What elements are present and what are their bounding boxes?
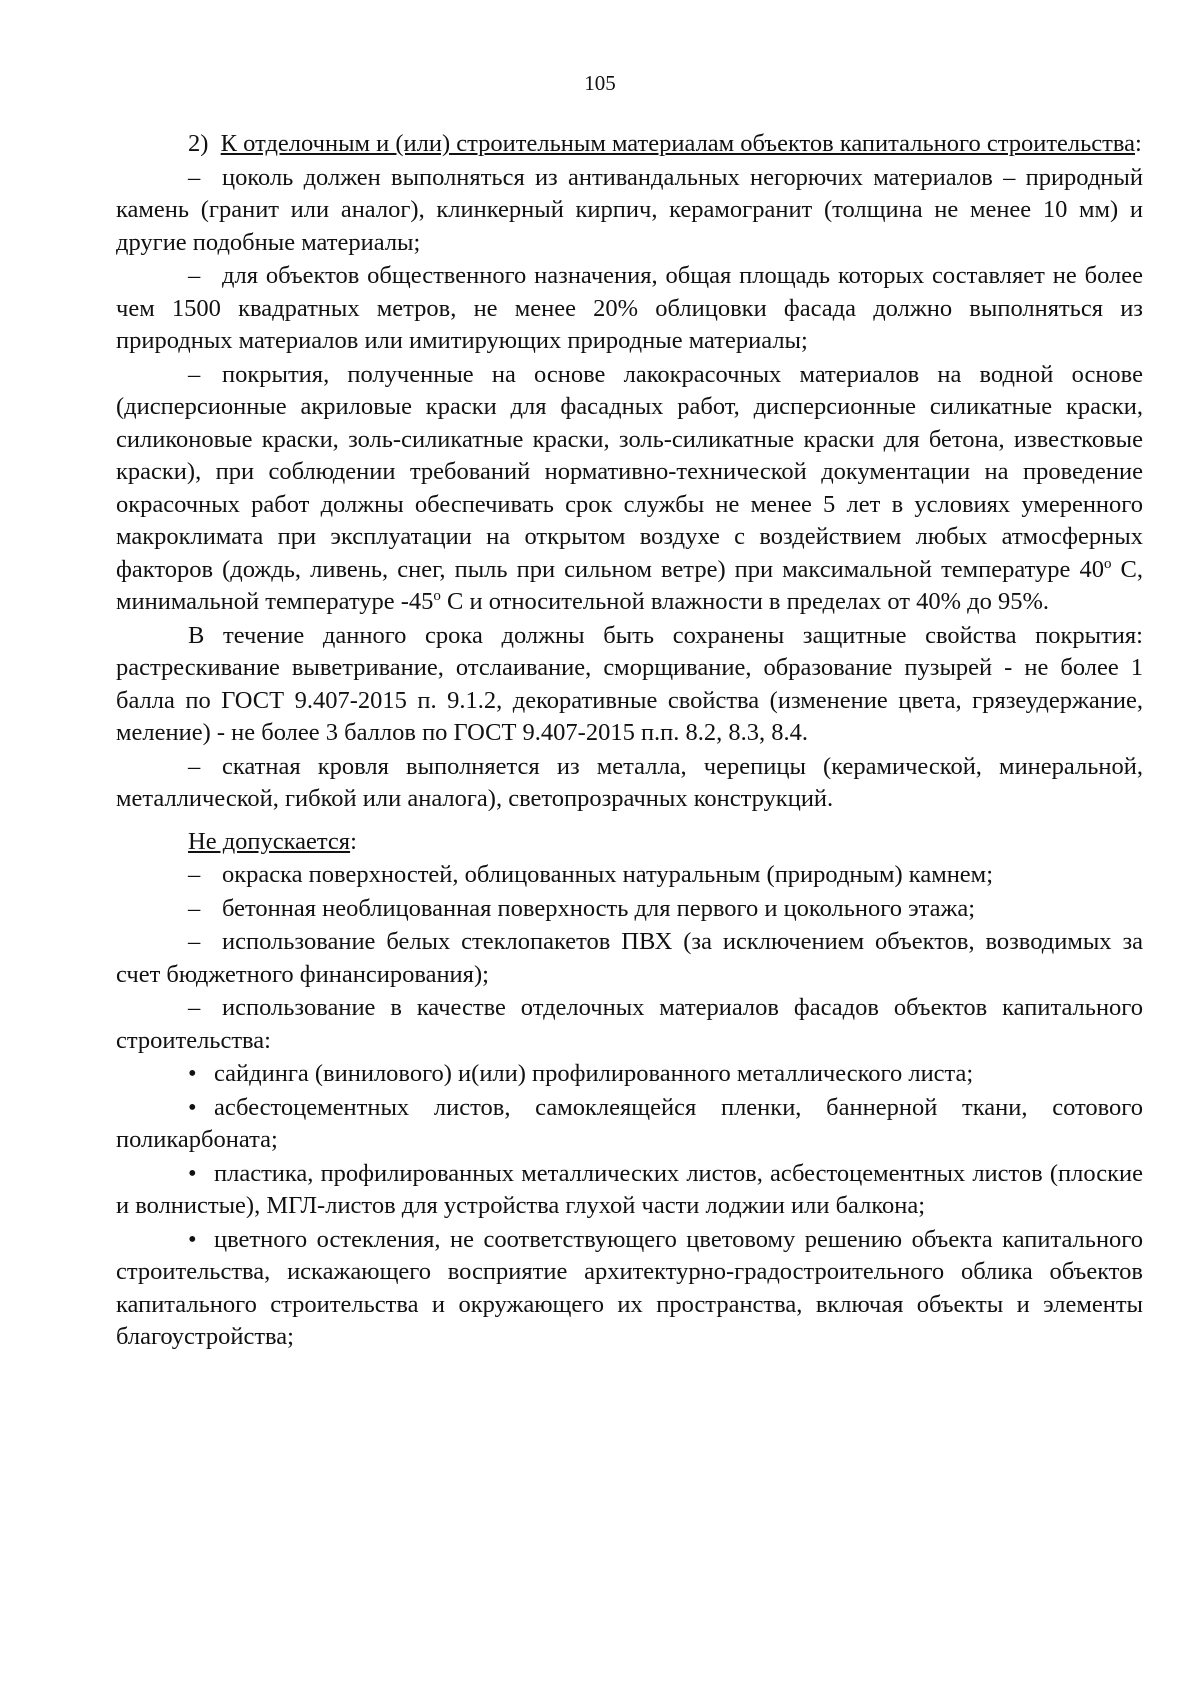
section-heading-text: К отделочным и (или) строительным материалам объектов капитального строительства <box>220 130 1135 157</box>
requirement-item: – цоколь должен выполняться из антивандальных негорючих материалов – природный камень (гранит или аналог), клинкерный кирпич, керамогранит (толщина не менее 10 мм) и другие подобные материалы; <box>116 163 1143 256</box>
bullet-item: • цветного остекления, не соответствующего цветовому решению объекта капитального строительства, искажающего восприятие архитектурно-градостроительного облика объектов капитального строительства и окружающего их пространства, включая объекты и элементы благоустройства; <box>116 1225 1143 1350</box>
bullet-item: • пластика, профилированных металлических листов, асбестоцементных листов (плоские и волнистые), МГЛ-листов для устройства глухой части лоджии или балкона; <box>116 1159 1143 1219</box>
dash-marker: – <box>188 894 201 922</box>
dash-marker: – <box>188 262 201 289</box>
dash-marker: – <box>188 163 201 191</box>
bullet-item: • сайдинга (винилового) и(или) профилированного металлического листа; <box>116 1058 1143 1091</box>
page-content <box>116 128 1143 1355</box>
durability-paragraph: В течение данного срока должны быть сохранены защитные свойства покрытия: растрескивание выветривание, отслаивание, сморщивание, образование пузырей - не более 1 балла по ГОСТ 9.407-2015 п. 9.1.2, декоративные свойства (изменение цвета, грязеудержание, меление) - не более 3 баллов по ГОСТ 9.407-2015 п.п. 8.2, 8.3, 8.4. <box>116 621 1143 746</box>
not-allowed-item: – бетонная необлицованная поверхность для первого и цокольного этажа; <box>116 893 1143 926</box>
bullet-marker: • <box>188 1225 197 1253</box>
section-heading: 2) К отделочным и (или) строительным материалам объектов капитального строительства: <box>188 130 1142 157</box>
not-allowed-item: – окраска поверхностей, облицованных натуральным (природным) камнем; <box>116 859 1143 892</box>
dash-marker: – <box>188 994 201 1021</box>
not-allowed-heading: Не допускается: <box>188 827 357 855</box>
dash-marker: – <box>188 360 201 388</box>
requirement-item-coating: – покрытия, полученные на основе лакокрасочных материалов на водной основе (дисперсионные акриловые краски для фасадных работ, дисперсионные силикатные краски, силиконовые краски, золь-силикатные краски, золь-силикатные краски для бетона, известковые краски), при соблюдении требований нормативно-технической документации на проведение окрасочных работ должны обеспечивать срок службы не менее 5 лет в условиях умеренного макроклимата при эксплуатации на открытом воздухе с воздействием любых атмосферных факторов (дождь, ливень, снег, пыль при сильном ветре) при максимальной температуре 40$^o$ С, минимальной температуре -45$^o$ С и относительной влажности в пределах от 40% до 95%. <box>116 360 1144 615</box>
degree-sign: o <box>433 587 441 604</box>
dash-marker: – <box>188 928 201 955</box>
degree-sign: o <box>1103 555 1112 572</box>
bullet-marker: • <box>188 1093 197 1121</box>
bullet-item: • асбестоцементных листов, самоклеящейся пленки, баннерной ткани, сотового поликарбоната; <box>116 1093 1143 1153</box>
requirement-item: – для объектов общественного назначения, общая площадь которых составляет не более чем 1500 квадратных метров, не менее 20% облицовки фасада должно выполняться из природных материалов или имитирующих природные материалы; <box>116 262 1143 354</box>
section-number: 2) <box>188 130 209 157</box>
not-allowed-item: – использование белых стеклопакетов ПВХ (за исключением объектов, возводимых за счет бюджетного финансирования); <box>116 928 1143 988</box>
not-allowed-item: – использование в качестве отделочных материалов фасадов объектов капитального строительства: <box>116 994 1143 1054</box>
bullet-marker: • <box>188 1060 197 1087</box>
page-number: 105 <box>584 71 616 95</box>
dash-marker: – <box>188 752 201 780</box>
dash-marker: – <box>188 861 201 888</box>
bullet-marker: • <box>188 1159 197 1187</box>
requirement-item-roof: – скатная кровля выполняется из металла, черепицы (керамической, минеральной, металлической, гибкой или аналога), светопрозрачных конструкций. <box>116 752 1143 812</box>
